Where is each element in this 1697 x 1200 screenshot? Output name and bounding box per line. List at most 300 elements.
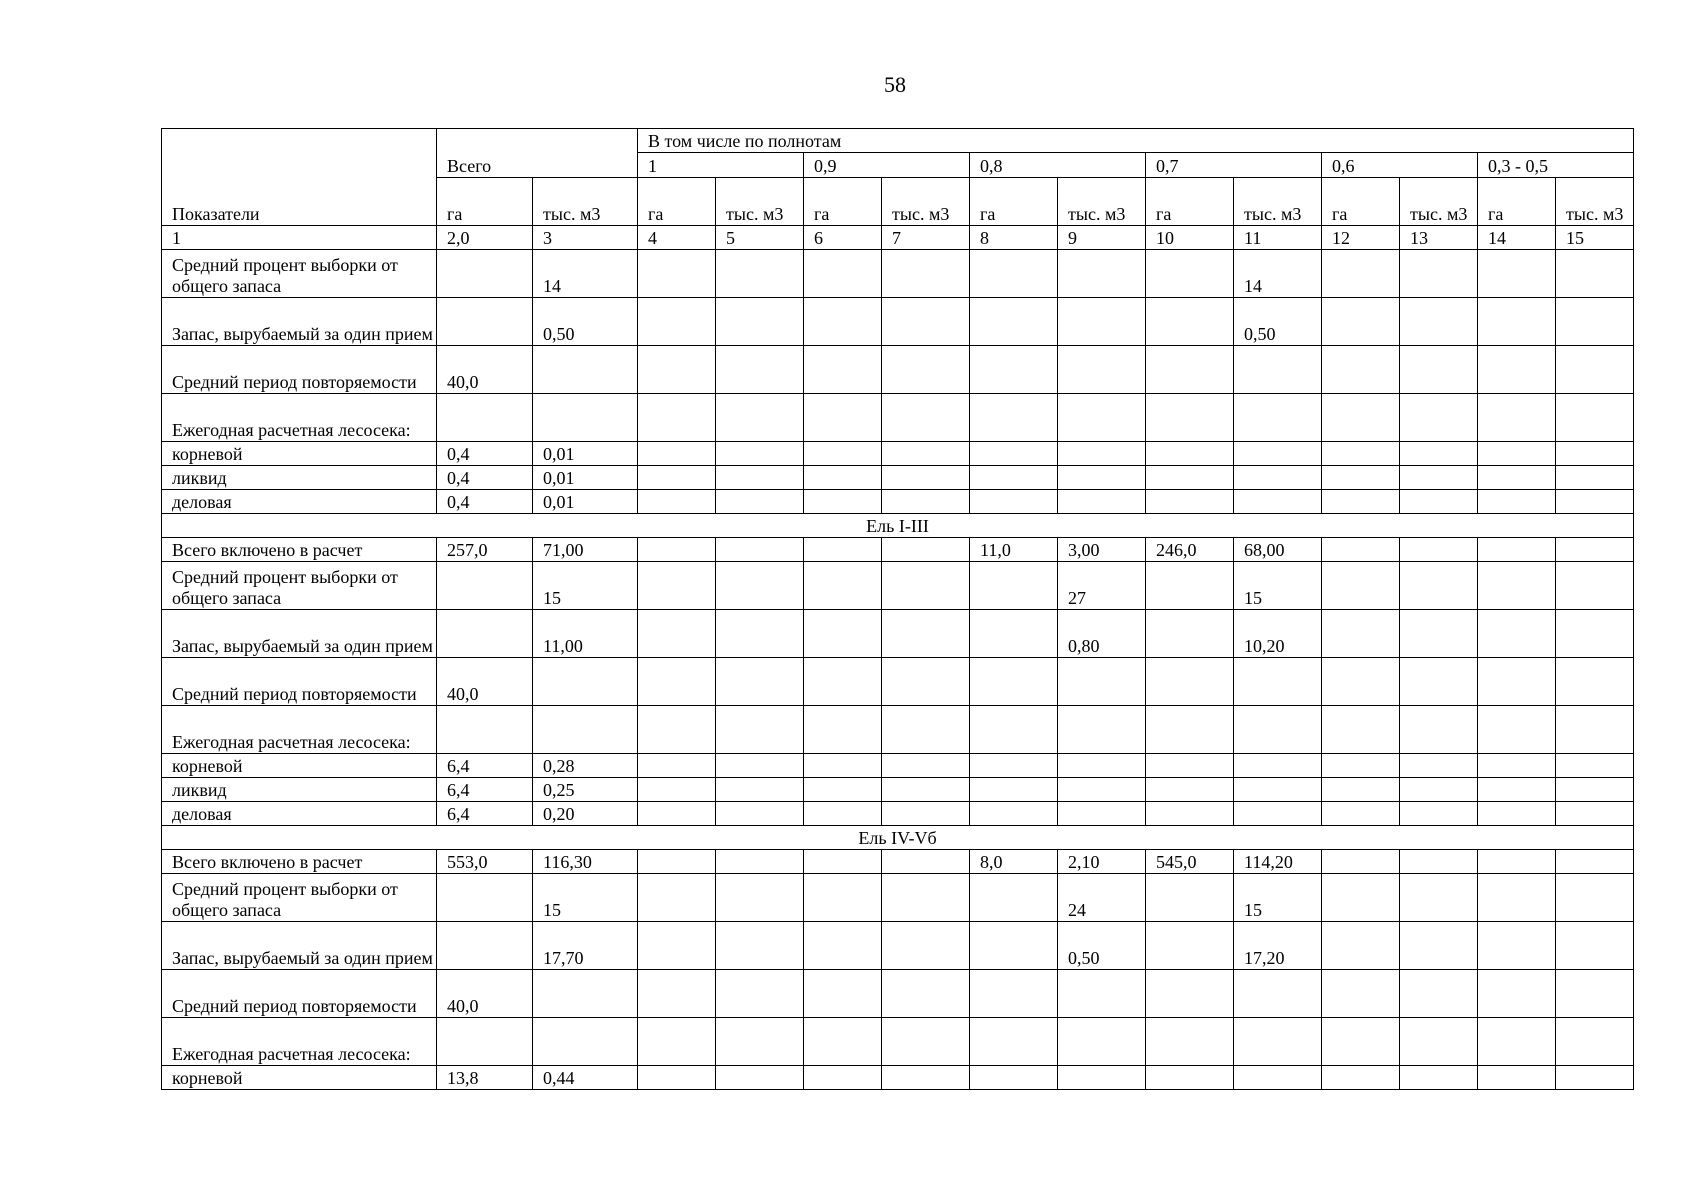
- indicators-header: Показатели: [162, 129, 437, 226]
- table-cell: [1322, 850, 1400, 874]
- table-cell: [882, 394, 970, 442]
- table-cell: [1478, 562, 1556, 610]
- table-cell: [882, 610, 970, 658]
- table-cell: [1400, 466, 1478, 490]
- column-number: 6: [804, 226, 882, 250]
- table-cell: [804, 658, 882, 706]
- table-cell: [1058, 754, 1146, 778]
- table-cell: [1322, 346, 1400, 394]
- table-cell: [1556, 1066, 1634, 1090]
- table-cell: [1322, 490, 1400, 514]
- unit-header: га: [804, 178, 882, 226]
- table-cell: [970, 562, 1058, 610]
- table-cell: [804, 250, 882, 298]
- row-label: Средний период повторяемости: [162, 970, 437, 1018]
- table-cell: [804, 754, 882, 778]
- table-cell: 0,50: [533, 298, 638, 346]
- table-cell: 0,50: [1234, 298, 1322, 346]
- table-cell: [1556, 538, 1634, 562]
- table-cell: [970, 706, 1058, 754]
- table-cell: [1556, 970, 1634, 1018]
- table-cell: [1400, 490, 1478, 514]
- table-cell: [1556, 562, 1634, 610]
- table-cell: 13,8: [437, 1066, 533, 1090]
- table-cell: 0,01: [533, 466, 638, 490]
- table-cell: [1556, 466, 1634, 490]
- table-cell: [804, 562, 882, 610]
- table-cell: [1400, 922, 1478, 970]
- table-cell: [1058, 346, 1146, 394]
- table-cell: 68,00: [1234, 538, 1322, 562]
- table-cell: [882, 1066, 970, 1090]
- table-cell: [1058, 250, 1146, 298]
- table-cell: [1234, 442, 1322, 466]
- row-label: корневой: [162, 442, 437, 466]
- table-cell: [804, 610, 882, 658]
- table-cell: [1400, 802, 1478, 826]
- table-cell: [1478, 874, 1556, 922]
- table-row: [162, 802, 1634, 826]
- table-cell: 14: [533, 250, 638, 298]
- table-cell: [804, 466, 882, 490]
- row-label: Средний процент выборки от общего запаса: [162, 250, 437, 298]
- table-cell: [1478, 802, 1556, 826]
- table-cell: [1556, 1018, 1634, 1066]
- table-cell: [882, 754, 970, 778]
- table-cell: [1556, 706, 1634, 754]
- table-cell: 71,00: [533, 538, 638, 562]
- table-cell: [1478, 610, 1556, 658]
- section-row: [162, 826, 1634, 850]
- table-cell: [1400, 610, 1478, 658]
- table-cell: [882, 850, 970, 874]
- table-cell: [1058, 394, 1146, 442]
- table-cell: [638, 922, 716, 970]
- table-cell: 15: [1234, 874, 1322, 922]
- table-cell: [1556, 250, 1634, 298]
- table-cell: [1400, 778, 1478, 802]
- table-cell: 40,0: [437, 346, 533, 394]
- table-cell: [638, 706, 716, 754]
- table-cell: 6,4: [437, 802, 533, 826]
- unit-header: тыс. м3: [1234, 178, 1322, 226]
- table-cell: [882, 706, 970, 754]
- unit-header: тыс. м3: [1400, 178, 1478, 226]
- table-cell: [970, 874, 1058, 922]
- table-cell: [970, 490, 1058, 514]
- table-cell: [970, 778, 1058, 802]
- table-cell: [638, 538, 716, 562]
- table-cell: [1234, 394, 1322, 442]
- table-cell: [638, 346, 716, 394]
- table-cell: [970, 442, 1058, 466]
- column-number: 1: [162, 226, 437, 250]
- table-cell: [1478, 394, 1556, 442]
- table-cell: [1400, 442, 1478, 466]
- table-cell: 2,10: [1058, 850, 1146, 874]
- table-cell: [1146, 298, 1234, 346]
- table-cell: [533, 970, 638, 1018]
- table-cell: [804, 850, 882, 874]
- table-row: [162, 442, 1634, 466]
- table-cell: [638, 442, 716, 466]
- column-number: 8: [970, 226, 1058, 250]
- table-cell: [1478, 754, 1556, 778]
- table-cell: [716, 442, 804, 466]
- table-cell: [804, 874, 882, 922]
- density-header: 0,8: [970, 153, 1146, 178]
- table-cell: [1556, 394, 1634, 442]
- table-cell: [716, 1018, 804, 1066]
- column-number-row: [162, 226, 1634, 250]
- table-row: [162, 658, 1634, 706]
- column-number: 13: [1400, 226, 1478, 250]
- table-cell: [1146, 490, 1234, 514]
- table-cell: [970, 1066, 1058, 1090]
- table-cell: 0,20: [533, 802, 638, 826]
- header-row-top: [162, 129, 1634, 153]
- column-number: 3: [533, 226, 638, 250]
- table-cell: [1478, 346, 1556, 394]
- table-cell: [1556, 346, 1634, 394]
- table-cell: 246,0: [1146, 538, 1234, 562]
- row-label: Средний период повторяемости: [162, 346, 437, 394]
- table-cell: [638, 562, 716, 610]
- table-cell: [716, 610, 804, 658]
- table-cell: [1322, 970, 1400, 1018]
- table-cell: [882, 466, 970, 490]
- table-cell: [638, 778, 716, 802]
- table-cell: 17,20: [1234, 922, 1322, 970]
- table-cell: [533, 1018, 638, 1066]
- table-cell: [1556, 298, 1634, 346]
- column-number: 12: [1322, 226, 1400, 250]
- table-cell: [716, 754, 804, 778]
- table-cell: [1058, 466, 1146, 490]
- table-cell: [1146, 1066, 1234, 1090]
- table-row: [162, 394, 1634, 442]
- table-cell: [882, 346, 970, 394]
- table-row: [162, 250, 1634, 298]
- table-cell: [1146, 706, 1234, 754]
- table-cell: [638, 250, 716, 298]
- table-cell: [1478, 1066, 1556, 1090]
- table-cell: [716, 562, 804, 610]
- table-cell: [970, 1018, 1058, 1066]
- table-cell: [638, 298, 716, 346]
- table-cell: [437, 562, 533, 610]
- row-label: Средний процент выборки от общего запаса: [162, 562, 437, 610]
- table-cell: [716, 298, 804, 346]
- table-cell: [804, 394, 882, 442]
- row-label: Запас, вырубаемый за один прием: [162, 610, 437, 658]
- table-cell: [970, 922, 1058, 970]
- table-cell: [1058, 1066, 1146, 1090]
- table-cell: [533, 706, 638, 754]
- table-cell: [882, 298, 970, 346]
- table-cell: [882, 538, 970, 562]
- table-cell: [437, 1018, 533, 1066]
- table-cell: 0,80: [1058, 610, 1146, 658]
- table-cell: [804, 298, 882, 346]
- table-cell: [1234, 754, 1322, 778]
- table-cell: [1146, 610, 1234, 658]
- table-cell: [437, 610, 533, 658]
- table-cell: [1556, 610, 1634, 658]
- table-cell: [1478, 1018, 1556, 1066]
- table-cell: [638, 1018, 716, 1066]
- table-cell: [882, 562, 970, 610]
- unit-header: га: [638, 178, 716, 226]
- table-cell: 11,00: [533, 610, 638, 658]
- row-label: Средний процент выборки от общего запаса: [162, 874, 437, 922]
- total-header: Всего: [437, 129, 638, 178]
- table-cell: [882, 778, 970, 802]
- table-cell: [1556, 850, 1634, 874]
- table-cell: 116,30: [533, 850, 638, 874]
- table-cell: [1556, 754, 1634, 778]
- table-cell: [970, 250, 1058, 298]
- table-cell: [1400, 754, 1478, 778]
- table-cell: [882, 874, 970, 922]
- table-cell: [1322, 562, 1400, 610]
- table-cell: 0,50: [1058, 922, 1146, 970]
- section-title: Ель I-III: [162, 514, 1634, 538]
- table-cell: [638, 850, 716, 874]
- table-cell: 15: [533, 562, 638, 610]
- table-cell: [1478, 778, 1556, 802]
- unit-header: тыс. м3: [1058, 178, 1146, 226]
- table-row: [162, 298, 1634, 346]
- table-cell: [1322, 610, 1400, 658]
- table-cell: [1478, 250, 1556, 298]
- table-cell: [716, 970, 804, 1018]
- unit-header: тыс. м3: [533, 178, 638, 226]
- section-row: [162, 514, 1634, 538]
- table-cell: [437, 922, 533, 970]
- table-cell: [1400, 250, 1478, 298]
- table-cell: [804, 778, 882, 802]
- table-cell: [1058, 442, 1146, 466]
- table-cell: [1234, 490, 1322, 514]
- table-cell: [1400, 562, 1478, 610]
- table-cell: [716, 346, 804, 394]
- column-number: 15: [1556, 226, 1634, 250]
- table-cell: [1556, 922, 1634, 970]
- row-label: Запас, вырубаемый за один прием: [162, 298, 437, 346]
- table-cell: [970, 610, 1058, 658]
- table-cell: 11,0: [970, 538, 1058, 562]
- unit-header: га: [1146, 178, 1234, 226]
- unit-header: тыс. м3: [716, 178, 804, 226]
- table-row: [162, 346, 1634, 394]
- table-cell: [882, 922, 970, 970]
- row-label: Средний период повторяемости: [162, 658, 437, 706]
- table-cell: 15: [1234, 562, 1322, 610]
- table-cell: [1322, 922, 1400, 970]
- table-cell: [1478, 466, 1556, 490]
- table-cell: 0,28: [533, 754, 638, 778]
- table-cell: [1556, 490, 1634, 514]
- row-label: корневой: [162, 754, 437, 778]
- table-cell: [437, 706, 533, 754]
- table-cell: [1400, 346, 1478, 394]
- unit-header: тыс. м3: [882, 178, 970, 226]
- table-cell: [1400, 394, 1478, 442]
- table-cell: [1146, 466, 1234, 490]
- table-cell: [1322, 466, 1400, 490]
- table-cell: [716, 538, 804, 562]
- table-cell: 8,0: [970, 850, 1058, 874]
- table-cell: [716, 394, 804, 442]
- table-cell: [882, 250, 970, 298]
- table-cell: [1058, 658, 1146, 706]
- density-header: 1: [638, 153, 804, 178]
- table-row: [162, 610, 1634, 658]
- table-cell: [804, 538, 882, 562]
- table-cell: [1400, 658, 1478, 706]
- table-cell: [1234, 346, 1322, 394]
- table-cell: [1058, 802, 1146, 826]
- unit-header: га: [970, 178, 1058, 226]
- row-label: Всего включено в расчет: [162, 538, 437, 562]
- table-cell: [1146, 778, 1234, 802]
- table-body: [162, 129, 1634, 1090]
- table-row: [162, 490, 1634, 514]
- table-cell: [1322, 706, 1400, 754]
- table-cell: [716, 922, 804, 970]
- table-cell: 0,4: [437, 466, 533, 490]
- table-row: [162, 922, 1634, 970]
- table-cell: [882, 970, 970, 1018]
- column-number: 14: [1478, 226, 1556, 250]
- table-cell: 0,01: [533, 442, 638, 466]
- table-cell: [1322, 1018, 1400, 1066]
- table-cell: [1556, 778, 1634, 802]
- table-cell: [716, 466, 804, 490]
- density-header: 0,3 - 0,5: [1478, 153, 1634, 178]
- table-cell: [1322, 874, 1400, 922]
- table-cell: [804, 970, 882, 1018]
- unit-header: га: [1322, 178, 1400, 226]
- table-cell: [970, 298, 1058, 346]
- table-cell: 6,4: [437, 778, 533, 802]
- table-row: [162, 754, 1634, 778]
- table-cell: [1478, 970, 1556, 1018]
- table-cell: [1322, 1066, 1400, 1090]
- table-cell: [970, 658, 1058, 706]
- unit-header: га: [437, 178, 533, 226]
- table-cell: 257,0: [437, 538, 533, 562]
- table-cell: [1058, 778, 1146, 802]
- table-cell: [1322, 298, 1400, 346]
- table-cell: [716, 1066, 804, 1090]
- table-cell: 3,00: [1058, 538, 1146, 562]
- table-cell: [1478, 490, 1556, 514]
- table-cell: [1146, 970, 1234, 1018]
- table-cell: [1234, 658, 1322, 706]
- table-row: [162, 706, 1634, 754]
- row-label: ликвид: [162, 466, 437, 490]
- table-cell: [1146, 922, 1234, 970]
- table-cell: [638, 394, 716, 442]
- table-cell: [1400, 1066, 1478, 1090]
- table-cell: 14: [1234, 250, 1322, 298]
- table-cell: [970, 466, 1058, 490]
- table-row: [162, 1018, 1634, 1066]
- table-cell: [716, 778, 804, 802]
- table-cell: 40,0: [437, 658, 533, 706]
- table-cell: [1234, 706, 1322, 754]
- column-number: 5: [716, 226, 804, 250]
- table-cell: [1322, 250, 1400, 298]
- table-cell: [638, 1066, 716, 1090]
- column-number: 2,0: [437, 226, 533, 250]
- row-label: Ежегодная расчетная лесосека:: [162, 1018, 437, 1066]
- table-cell: [1322, 754, 1400, 778]
- table-cell: [1478, 922, 1556, 970]
- table-cell: [1322, 658, 1400, 706]
- table-cell: [1234, 970, 1322, 1018]
- table-cell: [1146, 562, 1234, 610]
- table-cell: [804, 346, 882, 394]
- table-cell: [882, 490, 970, 514]
- table-cell: [716, 250, 804, 298]
- table-cell: [1058, 706, 1146, 754]
- table-cell: [1400, 874, 1478, 922]
- table-cell: [1146, 1018, 1234, 1066]
- table-cell: [1058, 970, 1146, 1018]
- table-cell: [970, 802, 1058, 826]
- table-row: [162, 538, 1634, 562]
- table-cell: 0,4: [437, 490, 533, 514]
- table-cell: 0,25: [533, 778, 638, 802]
- row-label: Запас, вырубаемый за один прием: [162, 922, 437, 970]
- table-cell: [638, 802, 716, 826]
- row-label: деловая: [162, 802, 437, 826]
- table-cell: [716, 706, 804, 754]
- row-label: ликвид: [162, 778, 437, 802]
- table-cell: [1322, 442, 1400, 466]
- section-title: Ель IV-Vб: [162, 826, 1634, 850]
- table-cell: [1234, 802, 1322, 826]
- table-cell: [804, 442, 882, 466]
- table-cell: [716, 874, 804, 922]
- table-cell: [638, 466, 716, 490]
- table-cell: 114,20: [1234, 850, 1322, 874]
- table-cell: [533, 346, 638, 394]
- table-cell: [716, 658, 804, 706]
- table-cell: [1146, 346, 1234, 394]
- table-cell: [882, 802, 970, 826]
- table-cell: [1478, 298, 1556, 346]
- table-cell: [638, 970, 716, 1018]
- table-row: [162, 970, 1634, 1018]
- table-cell: [1234, 1018, 1322, 1066]
- column-number: 9: [1058, 226, 1146, 250]
- table-cell: 10,20: [1234, 610, 1322, 658]
- table-cell: [1058, 490, 1146, 514]
- table-cell: [1400, 538, 1478, 562]
- table-row: [162, 562, 1634, 610]
- table-cell: [1146, 250, 1234, 298]
- row-label: корневой: [162, 1066, 437, 1090]
- table-cell: 40,0: [437, 970, 533, 1018]
- table-cell: [882, 1018, 970, 1066]
- column-number: 10: [1146, 226, 1234, 250]
- table-cell: 17,70: [533, 922, 638, 970]
- table-cell: [1322, 538, 1400, 562]
